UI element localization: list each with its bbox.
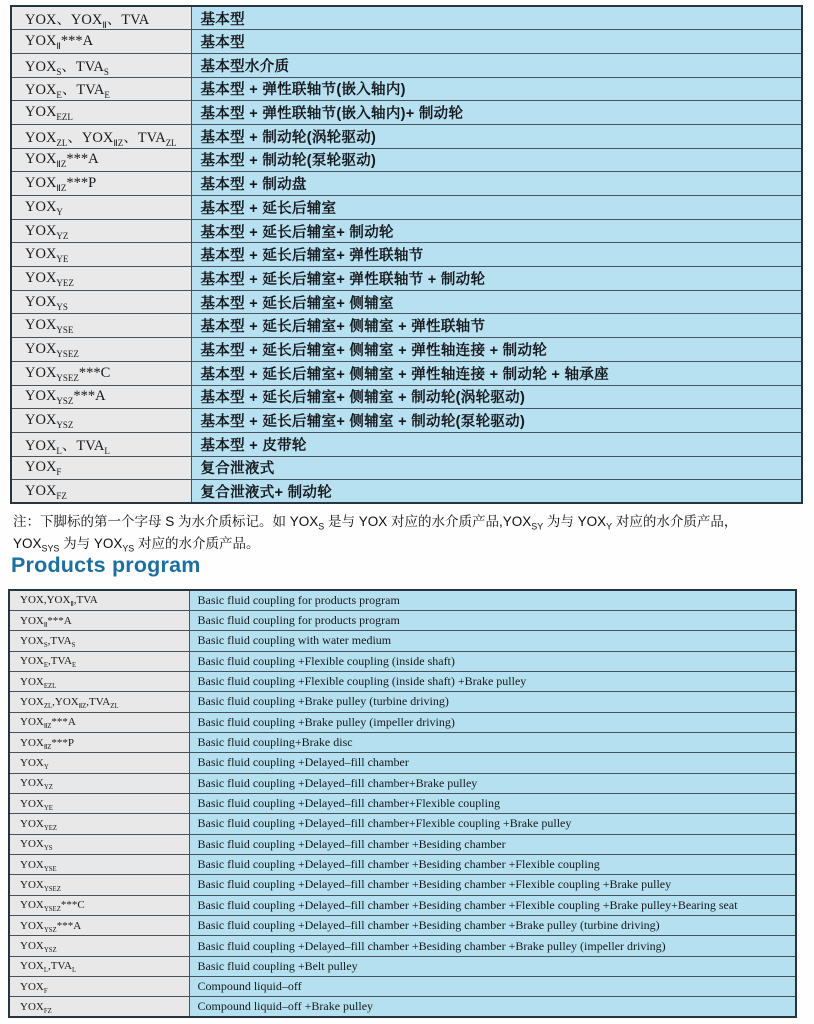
- product-table-chinese: [10, 5, 803, 504]
- description-cell: 基本型 + 延长后辅室+ 侧辅室 + 弹性联轴节: [191, 314, 802, 338]
- table-row: [9, 753, 796, 773]
- description-cell: 基本型: [191, 30, 802, 54]
- table-row: [11, 219, 802, 243]
- model-cell: $YOX_{YSE}$: [9, 854, 189, 874]
- table-row: [9, 773, 796, 793]
- description-cell: Basic fluid coupling +Flexible coupling (inside shaft) +Brake pulley: [189, 671, 796, 691]
- description-cell: Basic fluid coupling +Delayed–fill chamber +Besiding chamber: [189, 834, 796, 854]
- description-cell: 基本型 + 延长后辅室+ 侧辅室 + 弹性轴连接 + 制动轮: [191, 338, 802, 362]
- description-cell: Compound liquid–off +Brake pulley: [189, 997, 796, 1017]
- model-cell: $YOX_{YZ}$: [11, 219, 191, 243]
- model-cell: $YOX_Y$: [9, 753, 189, 773]
- model-cell: $YOX_{YE}$: [9, 793, 189, 813]
- description-cell: 基本型 + 延长后辅室+ 弹性联轴节 + 制动轮: [191, 267, 802, 291]
- table-row: [9, 712, 796, 732]
- table-row: [11, 124, 802, 148]
- model-cell: $YOX_{YSE}$: [11, 314, 191, 338]
- table-row: [9, 692, 796, 712]
- table-row: [11, 172, 802, 196]
- table-row: [9, 916, 796, 936]
- table-row: [9, 854, 796, 874]
- model-cell: $YOX_F$: [9, 977, 189, 997]
- model-cell: $YOX_F$: [11, 456, 191, 480]
- model-cell: $YOX_E,TVA_E$: [9, 651, 189, 671]
- description-cell: Basic fluid coupling for products program: [189, 590, 796, 610]
- table-row: [11, 409, 802, 433]
- model-cell: $YOX_{YS}$: [11, 290, 191, 314]
- description-cell: Basic fluid coupling +Delayed–fill chamber: [189, 753, 796, 773]
- description-cell: 复合泄液式: [191, 456, 802, 480]
- model-cell: $YOX_{YSEZ}***C$: [11, 361, 191, 385]
- model-cell: $YOX_{YSZ}$: [9, 936, 189, 956]
- table-row: [11, 6, 802, 30]
- model-cell: $YOX_L$、$TVA_L$: [11, 432, 191, 456]
- table-row: [11, 77, 802, 101]
- model-cell: $YOX_{ⅡZ}***A$: [9, 712, 189, 732]
- model-cell: $YOX_{YSZ}***A$: [9, 916, 189, 936]
- description-cell: 基本型: [191, 6, 802, 30]
- table-row: [11, 243, 802, 267]
- table-row: [9, 977, 796, 997]
- description-cell: 基本型 + 延长后辅室+ 侧辅室 + 弹性轴连接 + 制动轮 + 轴承座: [191, 361, 802, 385]
- description-cell: 基本型 + 延长后辅室: [191, 196, 802, 220]
- table-row: [9, 793, 796, 813]
- model-cell: $YOX_{FZ}$: [9, 997, 189, 1017]
- model-cell: $YOX_{FZ}$: [11, 480, 191, 504]
- description-cell: 基本型 + 延长后辅室+ 侧辅室 + 制动轮(涡轮驱动): [191, 385, 802, 409]
- table-row: [9, 936, 796, 956]
- model-cell: $YOX_{YE}$: [11, 243, 191, 267]
- table-row: [11, 385, 802, 409]
- description-cell: Basic fluid coupling +Belt pulley: [189, 956, 796, 976]
- table-row: [11, 196, 802, 220]
- description-cell: 基本型 + 制动轮(涡轮驱动): [191, 124, 802, 148]
- table-row: [11, 30, 802, 54]
- table-row: [11, 314, 802, 338]
- description-cell: 基本型 + 皮带轮: [191, 432, 802, 456]
- description-cell: 基本型 + 弹性联轴节(嵌入轴内): [191, 77, 802, 101]
- description-cell: Compound liquid–off: [189, 977, 796, 997]
- table-row: [11, 480, 802, 504]
- table-row: [11, 101, 802, 125]
- model-cell: YOX、$YOX_Ⅱ$、TVA: [11, 6, 191, 30]
- description-cell: 基本型水介质: [191, 53, 802, 77]
- description-cell: Basic fluid coupling +Delayed–fill chamber +Besiding chamber +Brake pulley (turbine driving): [189, 916, 796, 936]
- model-cell: $YOX_L,TVA_L$: [9, 956, 189, 976]
- model-cell: $YOX_{YEZ}$: [11, 267, 191, 291]
- description-cell: Basic fluid coupling for products program: [189, 610, 796, 630]
- description-cell: 复合泄液式+ 制动轮: [191, 480, 802, 504]
- model-cell: $YOX_{YEZ}$: [9, 814, 189, 834]
- footnote-line: 注：下脚标的第一个字母 S 为水介质标记。如 $YOX_S$ 是与 YOX 对应的水介质产品$,YOX_{SY}$ 为与 $YOX_Y$ 对应的水介质产品，: [13, 514, 738, 532]
- description-cell: 基本型 + 延长后辅室+ 侧辅室: [191, 290, 802, 314]
- description-cell: 基本型 + 延长后辅室+ 侧辅室 + 制动轮(泵轮驱动): [191, 409, 802, 433]
- table-row: [9, 631, 796, 651]
- model-cell: $YOX_{YSZ}***A$: [11, 385, 191, 409]
- model-cell: $YOX_{ZL}$、$YOX_{ⅡZ}$、$TVA_{ZL}$: [11, 124, 191, 148]
- model-cell: $YOX_Ⅱ***A$: [9, 610, 189, 630]
- model-cell: $YOX,YOX_Ⅱ,TVA$: [9, 590, 189, 610]
- model-cell: $YOX_{YSEZ}$: [9, 875, 189, 895]
- model-cell: $YOX_Ⅱ***A$: [11, 30, 191, 54]
- description-cell: Basic fluid coupling +Delayed–fill chamber +Besiding chamber +Flexible coupling: [189, 854, 796, 874]
- model-cell: $YOX_Y$: [11, 196, 191, 220]
- description-cell: 基本型 + 弹性联轴节(嵌入轴内)+ 制动轮: [191, 101, 802, 125]
- footnote: [13, 511, 805, 554]
- description-cell: Basic fluid coupling +Delayed–fill chamber +Besiding chamber +Flexible coupling +Brake pulley+Bearing seat: [189, 895, 796, 915]
- table-row: [11, 53, 802, 77]
- model-cell: $YOX_{ⅡZ}***P$: [11, 172, 191, 196]
- table-row: [9, 610, 796, 630]
- table-row: [9, 875, 796, 895]
- model-cell: $YOX_S,TVA_S$: [9, 631, 189, 651]
- model-cell: $YOX_E$、$TVA_E$: [11, 77, 191, 101]
- table-row: [9, 651, 796, 671]
- table-row: [11, 432, 802, 456]
- model-cell: $YOX_{YSEZ}***C$: [9, 895, 189, 915]
- table-row: [9, 956, 796, 976]
- table-row: [9, 671, 796, 691]
- description-cell: Basic fluid coupling with water medium: [189, 631, 796, 651]
- model-cell: $YOX_{ⅡZ}***P$: [9, 732, 189, 752]
- table-row: [9, 895, 796, 915]
- model-cell: $YOX_S$、$TVA_S$: [11, 53, 191, 77]
- model-cell: $YOX_{YSEZ}$: [11, 338, 191, 362]
- model-cell: $YOX_{YZ}$: [9, 773, 189, 793]
- table-row: [11, 338, 802, 362]
- table-row: [11, 361, 802, 385]
- table-row: [9, 814, 796, 834]
- description-cell: Basic fluid coupling +Delayed–fill chamber+Flexible coupling: [189, 793, 796, 813]
- table-row: [11, 290, 802, 314]
- description-cell: 基本型 + 制动轮(泵轮驱动): [191, 148, 802, 172]
- description-cell: 基本型 + 延长后辅室+ 弹性联轴节: [191, 243, 802, 267]
- table-row: [11, 456, 802, 480]
- model-cell: $YOX_{EZL}$: [11, 101, 191, 125]
- table-row: [9, 997, 796, 1017]
- model-cell: $YOX_{YS}$: [9, 834, 189, 854]
- table-row: [9, 732, 796, 752]
- description-cell: Basic fluid coupling +Brake pulley (impeller driving): [189, 712, 796, 732]
- model-cell: $YOX_{ⅡZ}***A$: [11, 148, 191, 172]
- description-cell: Basic fluid coupling +Delayed–fill chamber +Besiding chamber +Flexible coupling +Brake pulley: [189, 875, 796, 895]
- description-cell: 基本型 + 制动盘: [191, 172, 802, 196]
- description-cell: 基本型 + 延长后辅室+ 制动轮: [191, 219, 802, 243]
- table-row: [11, 148, 802, 172]
- description-cell: Basic fluid coupling +Delayed–fill chamber +Besiding chamber +Brake pulley (impeller driving): [189, 936, 796, 956]
- model-cell: $YOX_{YSZ}$: [11, 409, 191, 433]
- description-cell: Basic fluid coupling+Brake disc: [189, 732, 796, 752]
- description-cell: Basic fluid coupling +Flexible coupling (inside shaft): [189, 651, 796, 671]
- description-cell: Basic fluid coupling +Delayed–fill chamber+Brake pulley: [189, 773, 796, 793]
- description-cell: Basic fluid coupling +Delayed–fill chamber+Flexible coupling +Brake pulley: [189, 814, 796, 834]
- table-row: [9, 590, 796, 610]
- product-table-english: [8, 589, 797, 1018]
- footnote-line: $YOX_{SYS}$ 为与 $YOX_{YS}$ 对应的水介质产品。: [13, 535, 260, 554]
- table-row: [9, 834, 796, 854]
- description-cell: Basic fluid coupling +Brake pulley (turbine driving): [189, 692, 796, 712]
- model-cell: $YOX_{ZL},YOX_{ⅡZ},TVA_{ZL}$: [9, 692, 189, 712]
- table-row: [11, 267, 802, 291]
- section-heading: Products program: [11, 553, 201, 577]
- model-cell: $YOX_{EZL}$: [9, 671, 189, 691]
